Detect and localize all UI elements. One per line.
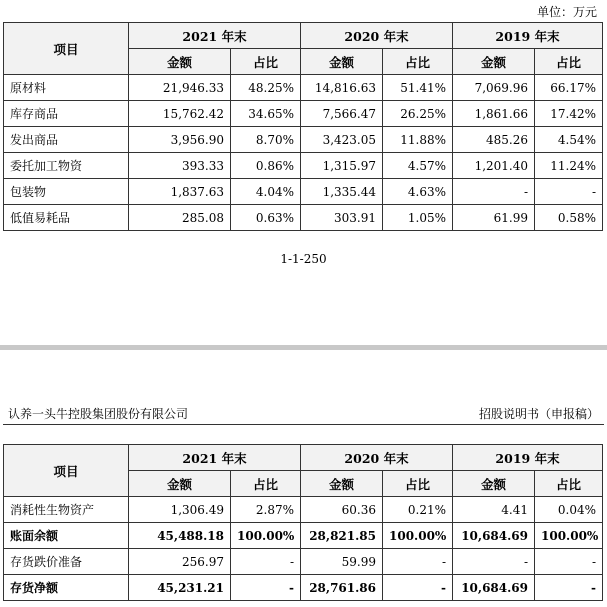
amount-cell: 59.99 [301, 549, 383, 575]
item-header: 项目 [4, 23, 129, 75]
row-label: 存货净额 [4, 575, 129, 601]
table-row [4, 575, 603, 601]
ratio-cell: 48.25% [231, 75, 301, 101]
table-row [4, 101, 603, 127]
ratio-cell: - [535, 575, 603, 601]
item-header: 项目 [4, 445, 129, 497]
amount-cell: 10,684.69 [453, 523, 535, 549]
amount-cell: 15,762.42 [129, 101, 231, 127]
row-label: 包装物 [4, 179, 129, 205]
row-label: 发出商品 [4, 127, 129, 153]
amount-cell: 61.99 [453, 205, 535, 231]
ratio-cell: 0.86% [231, 153, 301, 179]
amount-header: 金额 [453, 471, 535, 497]
amount-cell: 1,861.66 [453, 101, 535, 127]
amount-header: 金额 [301, 471, 383, 497]
table-row [4, 497, 603, 523]
amount-header: 金额 [129, 471, 231, 497]
ratio-cell: 34.65% [231, 101, 301, 127]
table-row [4, 153, 603, 179]
ratio-header: 占比 [231, 471, 301, 497]
row-label: 存货跌价准备 [4, 549, 129, 575]
ratio-cell: - [535, 549, 603, 575]
year-header-2019: 2019 年末 [453, 445, 603, 471]
row-label: 委托加工物资 [4, 153, 129, 179]
amount-cell: 1,315.97 [301, 153, 383, 179]
amount-cell: 3,423.05 [301, 127, 383, 153]
ratio-cell: 4.54% [535, 127, 603, 153]
table-row [4, 549, 603, 575]
unit-label: 单位：万元 [536, 5, 597, 19]
page-header-company: 认养一头牛控股集团股份有限公司 [8, 407, 189, 421]
ratio-cell: 8.70% [231, 127, 301, 153]
amount-header: 金额 [301, 49, 383, 75]
year-header-2020: 2020 年末 [301, 445, 453, 471]
page-header-doc: 招股说明书（申报稿） [478, 407, 599, 421]
ratio-cell: 0.63% [231, 205, 301, 231]
year-header-2021: 2021 年末 [129, 23, 301, 49]
amount-cell: 10,684.69 [453, 575, 535, 601]
amount-cell: 1,306.49 [129, 497, 231, 523]
amount-cell: 393.33 [129, 153, 231, 179]
amount-cell: 285.08 [129, 205, 231, 231]
table-row [4, 75, 603, 101]
amount-cell: 45,231.21 [129, 575, 231, 601]
amount-cell: 1,335.44 [301, 179, 383, 205]
ratio-cell: 66.17% [535, 75, 603, 101]
amount-cell: 7,566.47 [301, 101, 383, 127]
ratio-cell: 26.25% [383, 101, 453, 127]
amount-cell: 303.91 [301, 205, 383, 231]
row-label: 原材料 [4, 75, 129, 101]
ratio-cell: 11.24% [535, 153, 603, 179]
year-header-2020: 2020 年末 [301, 23, 453, 49]
table-row [4, 127, 603, 153]
ratio-cell: - [231, 575, 301, 601]
ratio-cell: - [535, 179, 603, 205]
ratio-cell: 51.41% [383, 75, 453, 101]
ratio-cell: 100.00% [231, 523, 301, 549]
amount-cell: 28,821.85 [301, 523, 383, 549]
table-row [4, 523, 603, 549]
amount-cell: 485.26 [453, 127, 535, 153]
ratio-cell: 4.63% [383, 179, 453, 205]
row-label: 低值易耗品 [4, 205, 129, 231]
amount-cell: 60.36 [301, 497, 383, 523]
ratio-cell: - [383, 549, 453, 575]
amount-cell: 4.41 [453, 497, 535, 523]
amount-header: 金额 [129, 49, 231, 75]
ratio-header: 占比 [535, 471, 603, 497]
ratio-cell: 4.04% [231, 179, 301, 205]
ratio-cell: 1.05% [383, 205, 453, 231]
year-header-2019: 2019 年末 [453, 23, 603, 49]
ratio-cell: 0.21% [383, 497, 453, 523]
inventory-table-top [3, 22, 603, 231]
ratio-cell: 100.00% [383, 523, 453, 549]
row-label: 账面余额 [4, 523, 129, 549]
ratio-cell: - [383, 575, 453, 601]
amount-cell: 7,069.96 [453, 75, 535, 101]
page-divider [0, 345, 607, 350]
row-label: 消耗性生物资产 [4, 497, 129, 523]
ratio-cell: 17.42% [535, 101, 603, 127]
page-header-rule [3, 424, 604, 425]
table-row [4, 179, 603, 205]
ratio-cell: 0.04% [535, 497, 603, 523]
table-row [4, 205, 603, 231]
ratio-cell: 0.58% [535, 205, 603, 231]
ratio-cell: 100.00% [535, 523, 603, 549]
row-label: 库存商品 [4, 101, 129, 127]
page-number: 1-1-250 [280, 252, 327, 266]
amount-cell: 256.97 [129, 549, 231, 575]
ratio-header: 占比 [231, 49, 301, 75]
amount-cell: 14,816.63 [301, 75, 383, 101]
ratio-cell: 2.87% [231, 497, 301, 523]
ratio-header: 占比 [383, 49, 453, 75]
amount-cell: 21,946.33 [129, 75, 231, 101]
inventory-table-top-body [4, 23, 603, 231]
amount-cell: 1,837.63 [129, 179, 231, 205]
ratio-header: 占比 [383, 471, 453, 497]
amount-cell: 1,201.40 [453, 153, 535, 179]
inventory-table-bottom [3, 444, 603, 601]
amount-cell: - [453, 179, 535, 205]
amount-cell: 45,488.18 [129, 523, 231, 549]
year-header-2021: 2021 年末 [129, 445, 301, 471]
amount-cell: 3,956.90 [129, 127, 231, 153]
ratio-header: 占比 [535, 49, 603, 75]
ratio-cell: - [231, 549, 301, 575]
amount-cell: - [453, 549, 535, 575]
inventory-table-bottom-body [4, 445, 603, 601]
amount-cell: 28,761.86 [301, 575, 383, 601]
ratio-cell: 4.57% [383, 153, 453, 179]
ratio-cell: 11.88% [383, 127, 453, 153]
amount-header: 金额 [453, 49, 535, 75]
